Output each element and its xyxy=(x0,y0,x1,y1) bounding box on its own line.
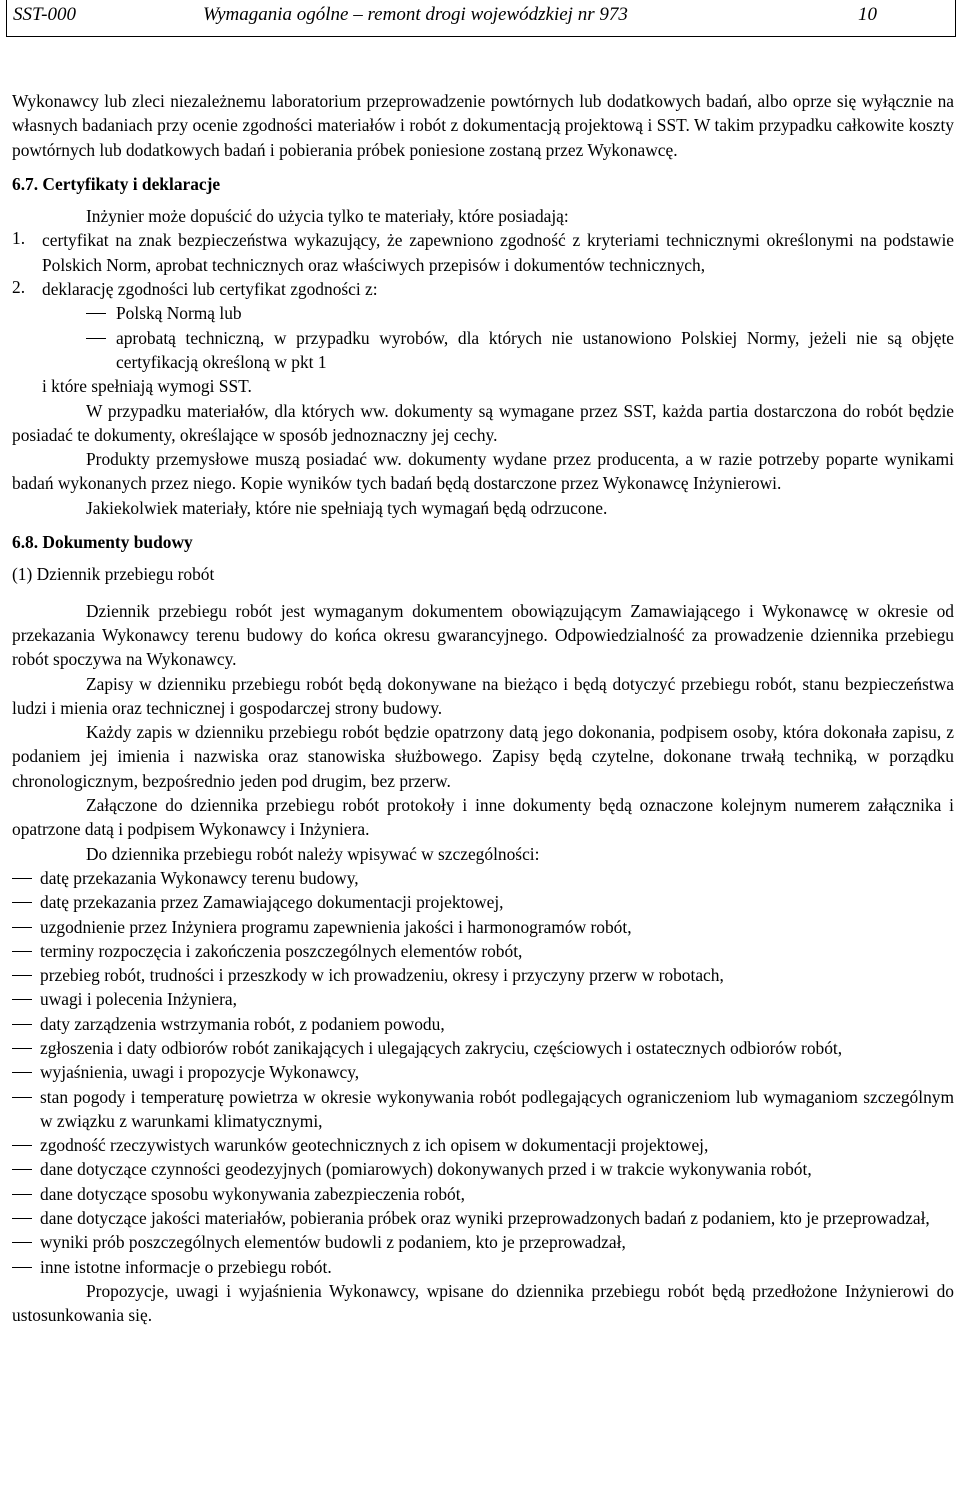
document-body xyxy=(12,89,954,1328)
list-item: aprobatą techniczną, w przypadku wyrobów, dla których nie ustanowiono Polskiej Normy, jeżeli nie są objęte certyfikacją określoną w pkt 1 xyxy=(42,326,954,375)
item-number: 2. xyxy=(12,277,26,298)
paragraph: Jakiekolwiek materiały, które nie spełniają tych wymagań będą odrzucone. xyxy=(86,497,608,518)
list-item: przebieg robót, trudności i przeszkody w ich prowadzeniu, okresy i przyczyny przerw w robotach, xyxy=(12,963,954,987)
paragraph: Do dziennika przebiegu robót należy wpisywać w szczególności: xyxy=(86,843,540,864)
dash-bullet-icon xyxy=(12,1206,40,1230)
document-code: SST-000 xyxy=(13,4,76,25)
dash-bullet-icon xyxy=(12,1036,40,1060)
subsection-heading: (1) Dziennik przebiegu robót xyxy=(12,564,215,585)
list-item: dane dotyczące jakości materiałów, pobierania próbek oraz wyniki przeprowadzonych badań z podaniem, kto je przeprowadzał, xyxy=(12,1206,954,1230)
dash-bullet-icon xyxy=(12,1255,40,1279)
dash-bullet-icon xyxy=(42,301,116,325)
paragraph: Zapisy w dzienniku przebiegu robót będą dokonywane na bieżąco i będą dotyczyć przebiegu robót, stanu bezpieczeństwa ludzi i mienia oraz technicznej i gospodarczej strony budowy. xyxy=(12,673,954,718)
section-6-7-intro: Inżynier może dopuścić do użycia tylko te materiały, które posiadają: xyxy=(86,206,569,227)
dash-bullet-icon xyxy=(12,1060,40,1084)
dash-bullet-icon xyxy=(12,915,40,939)
journal-entries-list xyxy=(12,866,954,1279)
item-2-sublist xyxy=(42,301,954,374)
dash-bullet-icon xyxy=(12,1012,40,1036)
list-item: zgłoszenia i daty odbiorów robót zanikających i ulegających zakryciu, częściowych i ostatecznych odbiorów robót, xyxy=(12,1036,954,1060)
dash-bullet-icon xyxy=(42,326,116,375)
dash-bullet-icon xyxy=(12,1085,40,1134)
list-item: wyniki prób poszczególnych elementów budowli z podaniem, kto je przeprowadzał, xyxy=(12,1230,954,1254)
list-item: datę przekazania przez Zamawiającego dokumentacji projektowej, xyxy=(12,890,954,914)
item-text: certyfikat na znak bezpieczeństwa wykazujący, że zapewniono zgodność z kryteriami technicznymi określonymi na podstawie Polskich Norm, aprobat technicznych oraz właściwych przepisów i dokumentów technicznych, xyxy=(42,230,954,275)
intro-paragraph: Wykonawcy lub zleci niezależnemu laboratorium przeprowadzenie powtórnych lub dodatkowych badań, albo oprze się wyłącznie na własnych badaniach przy ocenie zgodności materiałów i robót z dokumentacją projektową i SST. W takim przypadku całkowite koszty powtórnych lub dodatkowych badań i pobierania próbek poniesione zostaną przez Wykonawcę. xyxy=(12,91,954,160)
list-item: datę przekazania Wykonawcy terenu budowy, xyxy=(12,866,954,890)
list-item: dane dotyczące czynności geodezyjnych (pomiarowych) dokonywanych przed i w trakcie wykonywania robót, xyxy=(12,1157,954,1181)
numbered-item-2 xyxy=(12,277,954,301)
paragraph: Każdy zapis w dzienniku przebiegu robót będzie opatrzony datą jego dokonania, podpisem osoby, która dokonała zapisu, z podaniem jej imienia i nazwiska oraz stanowiska służbowego. Zapisy będą czytelne, dokonane trwałą techniką, w porządku chronologicznym, bezpośrednio jeden pod drugim, bez przerw. xyxy=(12,722,954,791)
dash-bullet-icon xyxy=(12,890,40,914)
dash-bullet-icon xyxy=(12,1182,40,1206)
list-item: Polską Normą lub xyxy=(42,301,954,325)
item-2-end: i które spełniają wymogi SST. xyxy=(42,376,252,397)
document-title: Wymagania ogólne – remont drogi wojewódzkiej nr 973 xyxy=(203,4,628,25)
paragraph: Produkty przemysłowe muszą posiadać ww. dokumenty wydane przez producenta, a w razie potrzeby poparte wynikami badań wykonanych przez niego. Kopie wyników tych badań będą dostarczone przez Wykonawcę Inżynierowi. xyxy=(12,449,954,494)
list-item: terminy rozpoczęcia i zakończenia poszczególnych elementów robót, xyxy=(12,939,954,963)
dash-bullet-icon xyxy=(12,1133,40,1157)
paragraph: W przypadku materiałów, dla których ww. dokumenty są wymagane przez SST, każda partia dostarczona do robót będzie posiadać te dokumenty, określające w sposób jednoznaczny jej cechy. xyxy=(12,400,954,445)
dash-bullet-icon xyxy=(12,1157,40,1181)
dash-bullet-icon xyxy=(12,987,40,1011)
numbered-item-1 xyxy=(12,228,954,277)
dash-bullet-icon xyxy=(12,866,40,890)
list-item: wyjaśnienia, uwagi i propozycje Wykonawcy, xyxy=(12,1060,954,1084)
item-number: 1. xyxy=(12,228,26,249)
dash-bullet-icon xyxy=(12,963,40,987)
list-item: daty zarządzenia wstrzymania robót, z podaniem powodu, xyxy=(12,1012,954,1036)
list-item: uwagi i polecenia Inżyniera, xyxy=(12,987,954,1011)
list-item: inne istotne informacje o przebiegu robót. xyxy=(12,1255,954,1279)
list-item: dane dotyczące sposobu wykonywania zabezpieczenia robót, xyxy=(12,1182,954,1206)
section-6-7-heading: 6.7. Certyfikaty i deklaracje xyxy=(12,173,221,194)
closing-paragraph: Propozycje, uwagi i wyjaśnienia Wykonawcy, wpisane do dziennika przebiegu robót będą przedłożone Inżynierowi do ustosunkowania się. xyxy=(12,1280,954,1326)
page-number: 10 xyxy=(858,4,877,25)
paragraph: Załączone do dziennika przebiegu robót protokoły i inne dokumenty będą oznaczone kolejnym numerem załącznika i opatrzone datą i podpisem Wykonawcy i Inżyniera. xyxy=(12,795,954,840)
dash-bullet-icon xyxy=(12,1230,40,1254)
dash-bullet-icon xyxy=(12,939,40,963)
paragraph: Dziennik przebiegu robót jest wymaganym dokumentem obowiązującym Zamawiającego i Wykonawcę w okresie od przekazania Wykonawcy terenu budowy do końca okresu gwarancyjnego. Odpowiedzialność za prowadzenie dziennika przebiegu robót spoczywa na Wykonawcy. xyxy=(12,600,954,670)
list-item: stan pogody i temperaturę powietrza w okresie wykonywania robót podlegających ograniczeniom lub wymaganiom szczególnym w związku z warunkami klimatycznymi, xyxy=(12,1085,954,1134)
list-item: zgodność rzeczywistych warunków geotechnicznych z ich opisem w dokumentacji projektowej, xyxy=(12,1133,954,1157)
list-item: uzgodnienie przez Inżyniera programu zapewnienia jakości i harmonogramów robót, xyxy=(12,915,954,939)
section-6-8-heading: 6.8. Dokumenty budowy xyxy=(12,532,193,553)
item-text: deklarację zgodności lub certyfikat zgodności z: xyxy=(42,279,378,300)
page-header xyxy=(6,0,956,37)
